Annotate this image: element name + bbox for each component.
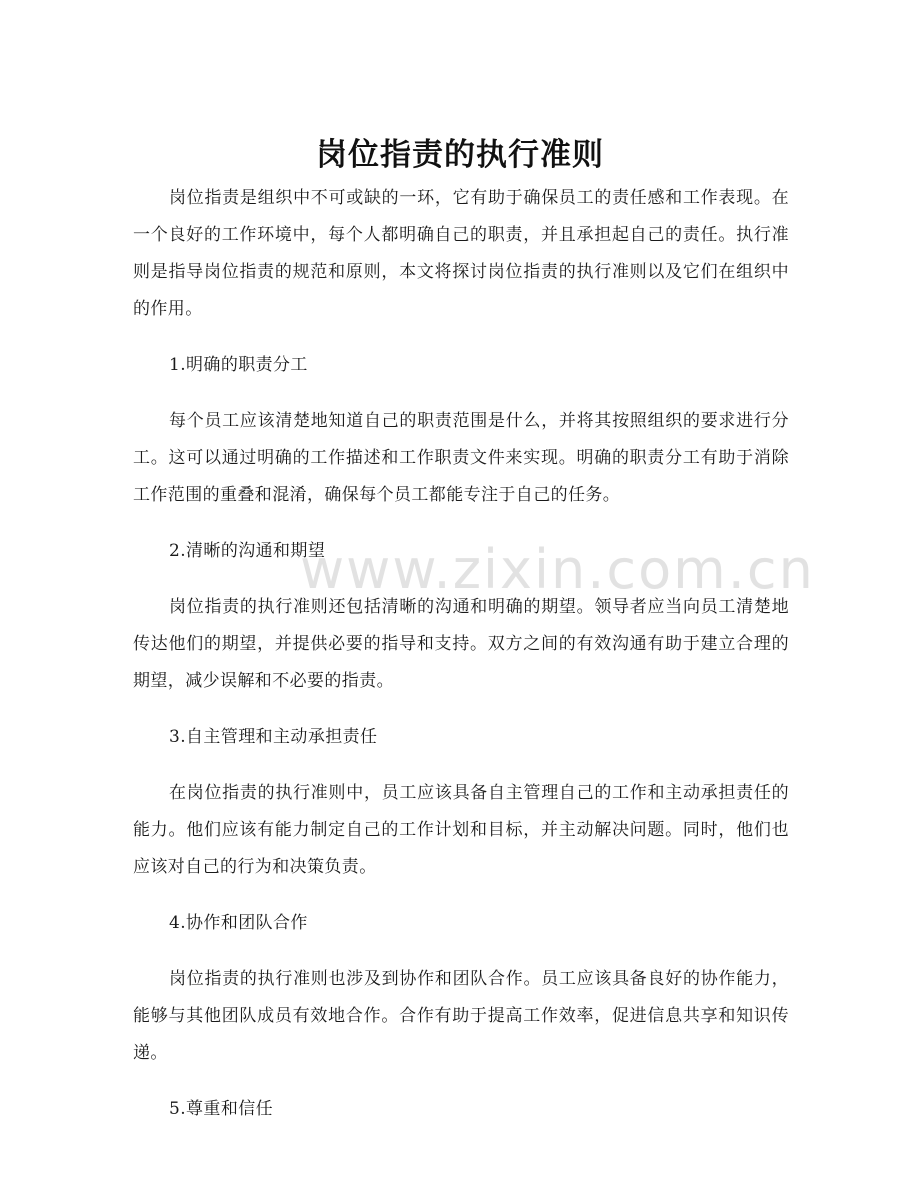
- section-body-4: 岗位指责的执行准则也涉及到协作和团队合作。员工应该具备良好的协作能力，能够与其他团队成员有效地合作。合作有助于提高工作效率，促进信息共享和知识传递。: [133, 969, 789, 1063]
- section-body-2: 岗位指责的执行准则还包括清晰的沟通和明确的期望。领导者应当向员工清楚地传达他们的期望，并提供必要的指导和支持。双方之间的有效沟通有助于建立合理的期望，减少误解和不必要的指责。: [133, 597, 789, 691]
- section-heading-3: 3.自主管理和主动承担责任: [169, 727, 378, 747]
- section-heading-5: 5.尊重和信任: [169, 1099, 274, 1119]
- section-body-1: 每个员工应该清楚地知道自己的职责范围是什么，并将其按照组织的要求进行分工。这可以通过明确的工作描述和工作职责文件来实现。明确的职责分工有助于消除工作范围的重叠和混淆，确保每个员工都能专注于自己的任务。: [133, 411, 789, 505]
- section-heading-1: 1.明确的职责分工: [169, 355, 308, 375]
- section-heading-2: 2.清晰的沟通和期望: [169, 541, 326, 561]
- intro-paragraph: 岗位指责是组织中不可或缺的一环，它有助于确保员工的责任感和工作表现。在一个良好的工作环境中，每个人都明确自己的职责，并且承担起自己的责任。执行准则是指导岗位指责的规范和原则，本文将探讨岗位指责的执行准则以及它们在组织中的作用。: [133, 188, 789, 319]
- document-title: 岗位指责的执行准则: [316, 136, 604, 173]
- section-body-3: 在岗位指责的执行准则中，员工应该具备自主管理自己的工作和主动承担责任的能力。他们应该有能力制定自己的工作计划和目标，并主动解决问题。同时，他们也应该对自己的行为和决策负责。: [133, 783, 789, 877]
- section-heading-4: 4.协作和团队合作: [169, 913, 308, 933]
- document-body: [133, 180, 789, 1128]
- watermark: www.zixin.com.cn: [300, 538, 815, 601]
